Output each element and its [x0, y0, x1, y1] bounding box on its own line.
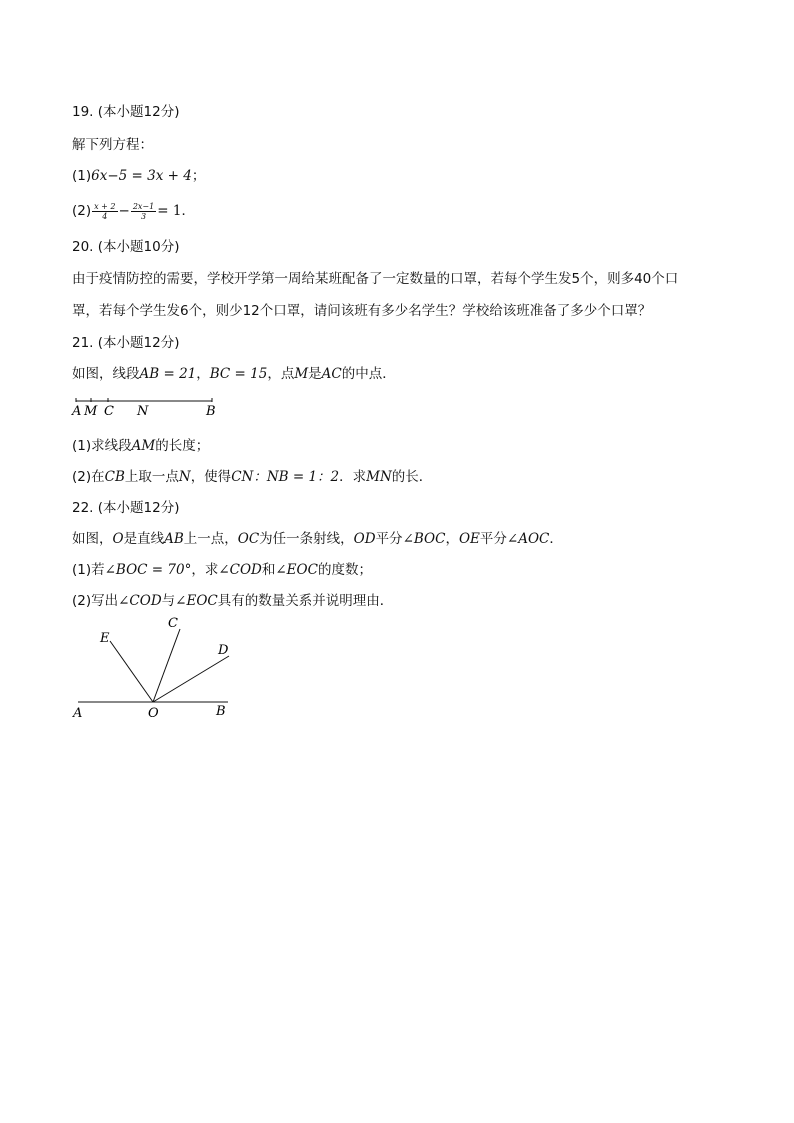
q20-line-1: 由于疫情防控的需要，学校开学第一周给某班配备了一定数量的口罩，若每个学生发5个，则多40个口 [72, 271, 679, 287]
q19-p2-end: ． [181, 203, 195, 219]
q22-intro [72, 530, 563, 548]
q19-p2-minus: − [118, 203, 130, 219]
q22-intro-text-e: 平分 [375, 531, 403, 547]
q19-instruction: 解下列方程： [72, 137, 153, 153]
q21-label-n: N [137, 404, 149, 419]
q21-p2-ratio: CN：NB = 1：2 [231, 469, 340, 485]
q21-label-a: A [72, 404, 82, 419]
q22-ray-oe [110, 641, 153, 702]
q19-p1-end: ； [191, 168, 206, 184]
q22-p2-text-a: (2)写出 [72, 593, 119, 609]
q21-segment-figure [70, 393, 230, 421]
q22-label-e: E [100, 631, 110, 646]
q22-part1 [72, 561, 372, 579]
q19-fraction-2-denominator: 3 [140, 211, 147, 221]
q21-p1-text-b: 的长度； [155, 438, 210, 454]
q22-intro-ab: AB [164, 531, 184, 547]
q21-intro [72, 365, 396, 383]
q22-p2-cod: ∠COD [118, 593, 162, 609]
q22-label-a: A [73, 706, 83, 721]
q21-p2-cb: CB [104, 469, 125, 485]
q22-intro-text-a: 如图， [72, 531, 113, 547]
q21-label-c: C [104, 404, 114, 419]
q22-intro-boc: ∠BOC [402, 531, 446, 547]
q21-intro-text-d: 是 [308, 366, 322, 382]
q22-intro-text-h: ． [549, 531, 563, 547]
q21-header: 21. (本小题12分) [72, 335, 180, 351]
q22-ray-oc [153, 629, 180, 702]
q22-intro-oe: OE [458, 531, 480, 547]
q21-p2-mn: MN [366, 469, 392, 485]
q19-part2 [72, 196, 195, 226]
q21-p2-text-e: 的长． [391, 469, 433, 485]
q22-intro-text-c: 上一点， [183, 531, 238, 547]
q22-angle-figure [68, 612, 248, 724]
q22-intro-od: OD [353, 531, 376, 547]
q21-p2-text-b: 上取一点 [124, 469, 179, 485]
q19-fraction-2 [131, 202, 156, 221]
q19-p1-equation: 6x−5 = 3x + 4 [91, 168, 192, 184]
q22-label-o: O [148, 706, 159, 721]
q21-intro-m: M [294, 366, 309, 382]
q22-p1-text-d: 的度数； [317, 562, 372, 578]
q22-p1-cod: ∠COD [218, 562, 262, 578]
q21-p2-n: N [178, 469, 191, 485]
q19-fraction-1 [92, 202, 117, 221]
q22-p1-boc: ∠BOC = 70° [104, 562, 192, 578]
q22-p2-text-b: 与 [161, 593, 176, 609]
q19-p2-rhs: = 1 [157, 203, 182, 219]
q22-intro-text-g: 平分 [479, 531, 507, 547]
q20-header: 20. (本小题10分) [72, 239, 180, 255]
q22-p1-text-a: (1)若 [72, 562, 105, 578]
q22-p1-text-b: ，求 [191, 562, 219, 578]
q22-p1-eoc: ∠EOC [275, 562, 318, 578]
q22-label-b: B [216, 704, 226, 719]
q22-intro-oc: OC [237, 531, 260, 547]
q22-part2 [72, 592, 393, 610]
q21-intro-text-a: 如图，线段 [72, 366, 140, 382]
q22-ray-od [153, 656, 229, 702]
q22-intro-aoc: ∠AOC [506, 531, 550, 547]
q21-part2 [72, 468, 432, 486]
q22-label-d: D [218, 643, 229, 658]
q22-intro-text-f: ， [445, 531, 459, 547]
q22-p1-text-c: 和 [261, 562, 276, 578]
q21-label-b: B [206, 404, 216, 419]
q21-p1-text-a: (1)求线段 [72, 438, 132, 454]
q21-intro-text-c: ，点 [267, 366, 295, 382]
q21-p2-text-a: (2)在 [72, 469, 105, 485]
q21-intro-ac: AC [321, 366, 342, 382]
q22-intro-o: O [112, 531, 124, 547]
q19-fraction-2-numerator: 2x−1 [132, 201, 155, 211]
q21-p2-text-c: ，使得 [190, 469, 232, 485]
q21-intro-ab: AB = 21 [139, 366, 197, 382]
q19-p1-label: (1) [72, 168, 92, 184]
q21-intro-text-e: 的中点． [341, 366, 396, 382]
q19-fraction-1-numerator: x + 2 [94, 201, 116, 211]
q21-label-m: M [84, 404, 98, 419]
q21-part1 [72, 437, 209, 455]
q22-header: 22. (本小题12分) [72, 500, 180, 516]
q19-part1 [72, 167, 205, 185]
q19-p2-label: (2) [72, 203, 92, 219]
q20-line-2: 罩，若每个学生发6个，则少12个口罩，请问该班有多少名学生？学校给该班准备了多少个口罩？ [72, 303, 652, 319]
q21-p2-text-d: ．求 [339, 469, 367, 485]
q21-intro-bc: BC = 15 [209, 366, 268, 382]
q22-intro-text-d: 为任一条射线， [259, 531, 354, 547]
q22-label-c: C [168, 616, 178, 631]
q22-intro-text-b: 是直线 [123, 531, 165, 547]
q21-p1-am: AM [131, 438, 156, 454]
q19-fraction-1-denominator: 4 [102, 211, 108, 221]
q21-intro-text-b: ， [196, 366, 210, 382]
q19-header: 19. (本小题12分) [72, 104, 180, 120]
q22-p2-eoc: ∠EOC [175, 593, 218, 609]
q22-p2-text-c: 具有的数量关系并说明理由． [217, 593, 394, 609]
